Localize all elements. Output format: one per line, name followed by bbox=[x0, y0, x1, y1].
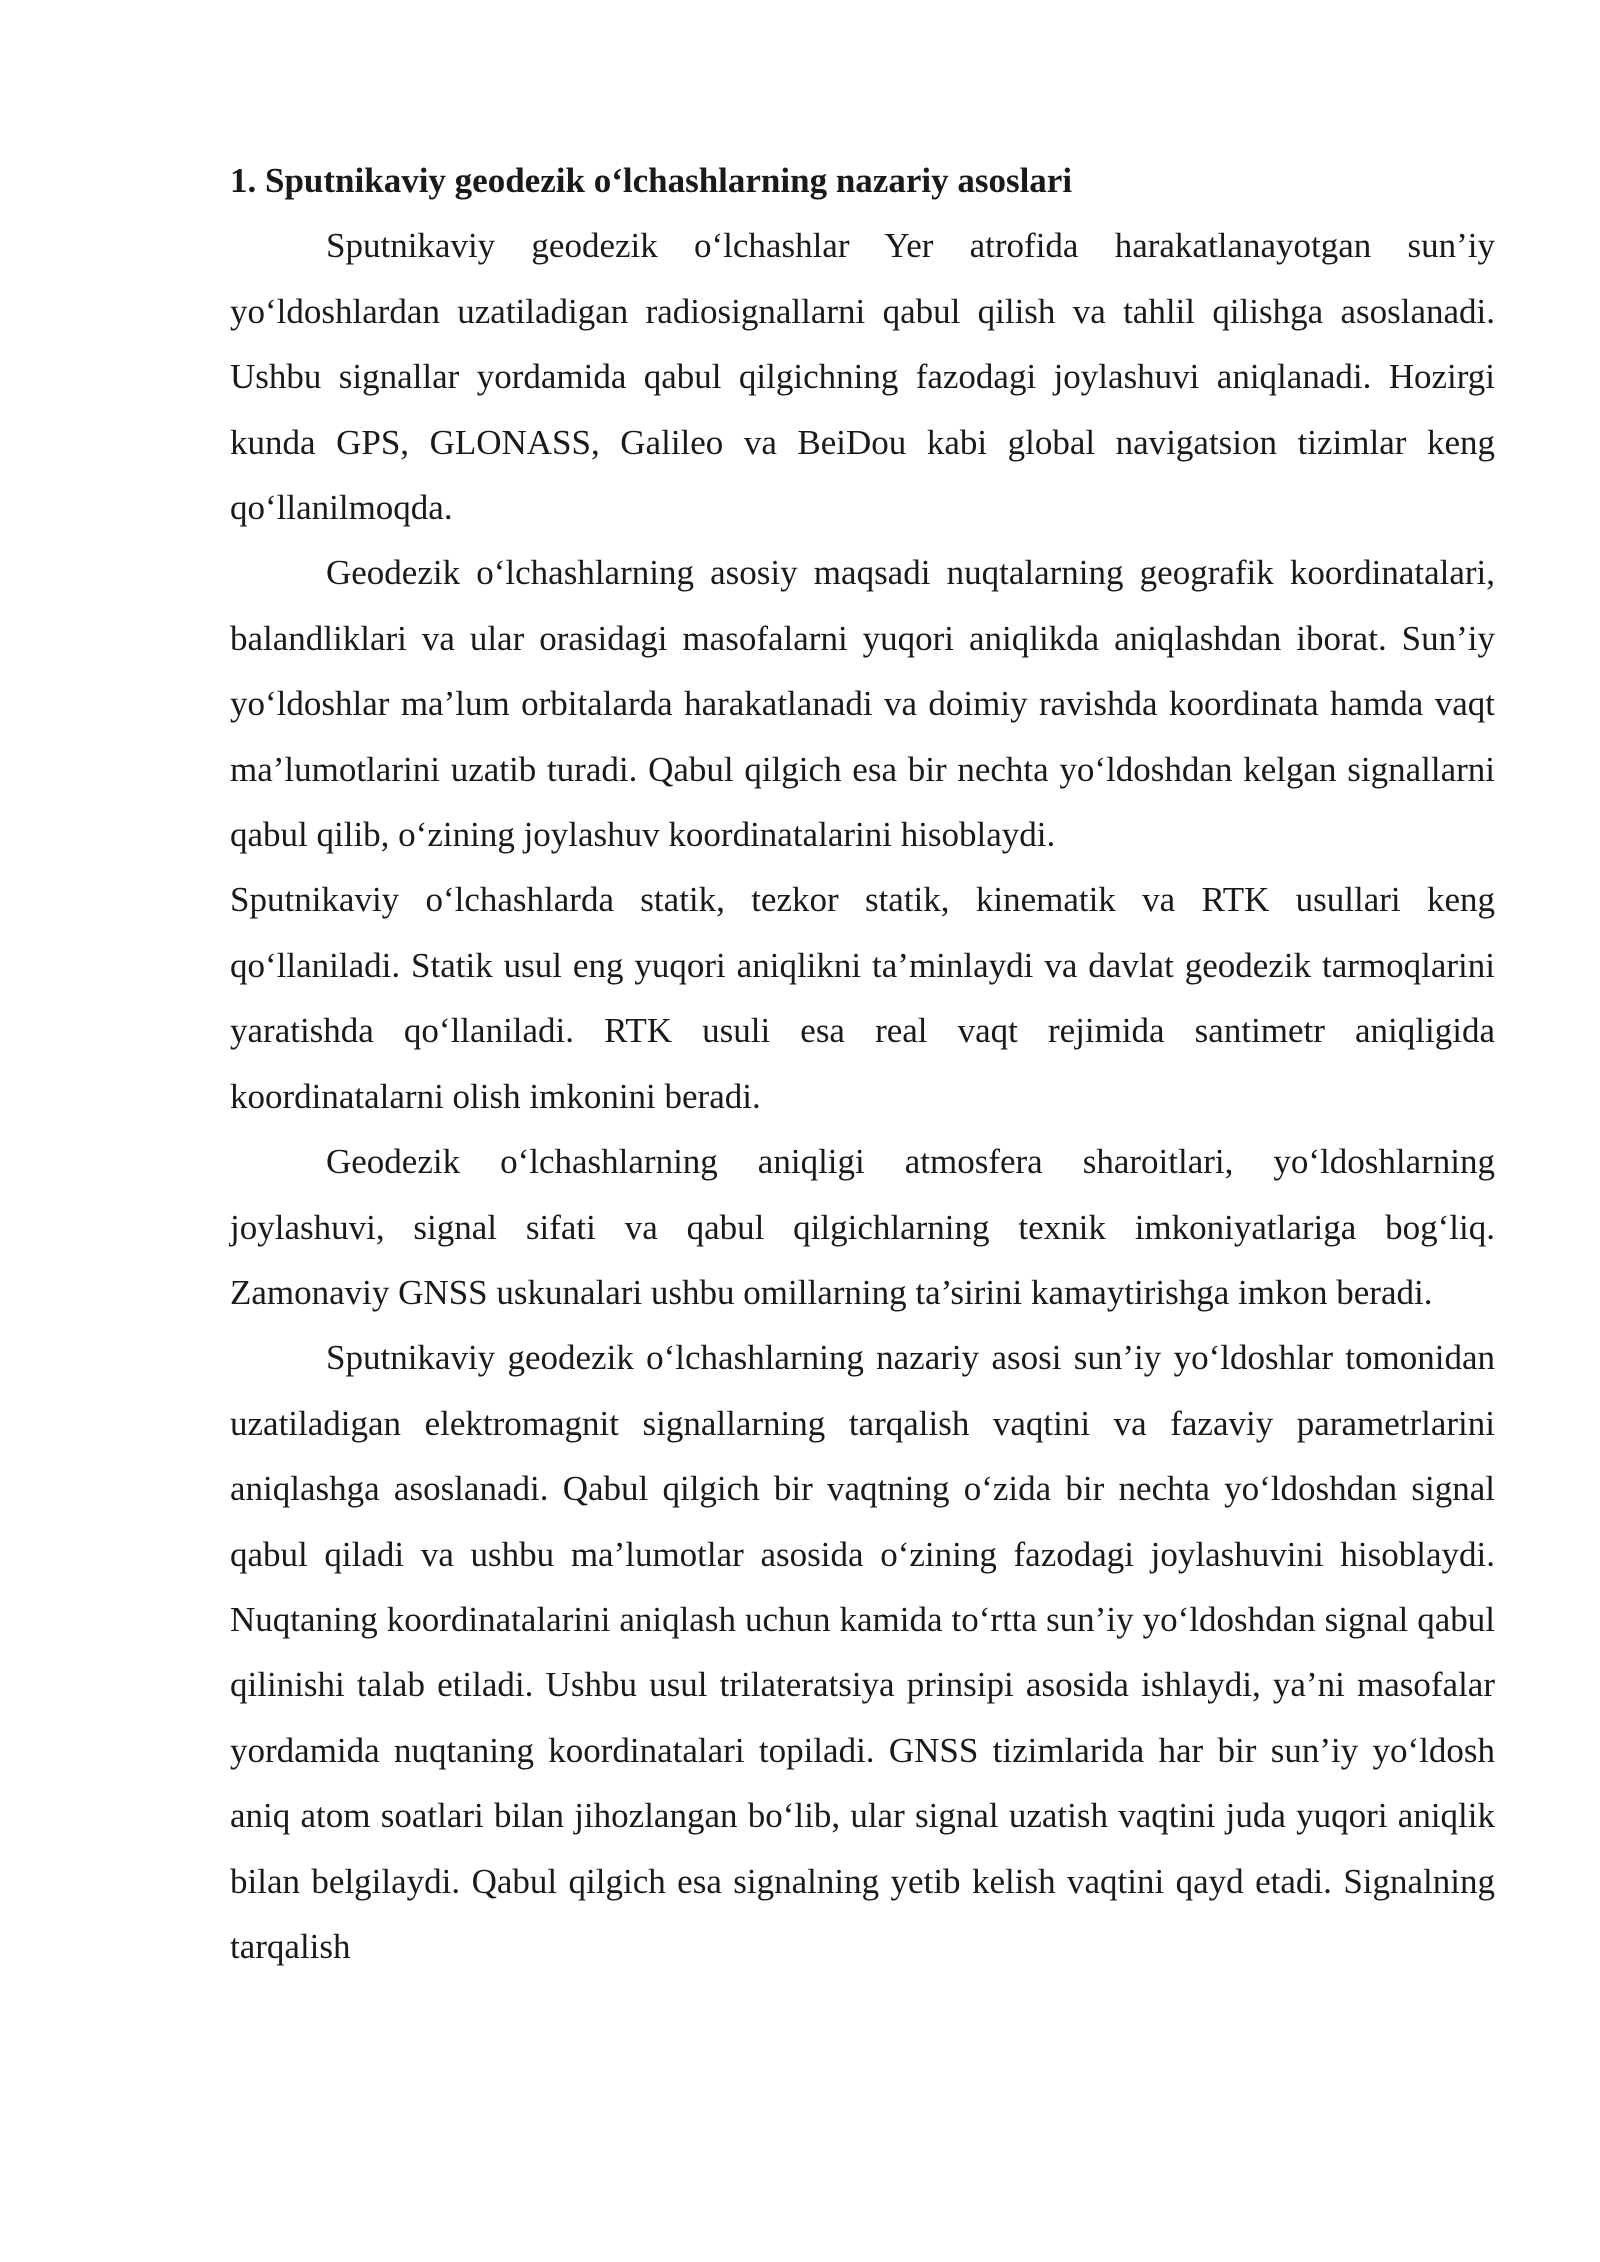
paragraph-4: Geodezik o‘lchashlarning aniqligi atmosfera sharoitlari, yo‘ldoshlarning joylashuvi, signal sifati va qabul qilgichlarning texnik imkoniyatlariga bog‘liq. Zamonaviy GNSS uskunalari ushbu omillarning ta’sirini kamaytirishga imkon beradi. bbox=[230, 1142, 1495, 1312]
section-heading: 1. Sputnikaviy geodezik o‘lchashlarning nazariy asoslari bbox=[230, 161, 1073, 200]
paragraph-3: Sputnikaviy o‘lchashlarda statik, tezkor statik, kinematik va RTK usullari keng qo‘llaniladi. Statik usul eng yuqori aniqlikni ta’minlaydi va davlat geodezik tarmoqlarini yaratishda qo‘llaniladi. RTK usuli esa real vaqt rejimida santimetr aniqligida koordinatalarni olish imkonini beradi. bbox=[230, 880, 1495, 1116]
paragraph-2: Geodezik o‘lchashlarning asosiy maqsadi nuqtalarning geografik koordinatalari, balandliklari va ular orasidagi masofalarni yuqori aniqlikda aniqlashdan iborat. Sun’iy yo‘ldoshlar ma’lum orbitalarda harakatlanadi va doimiy ravishda koordinata hamda vaqt ma’lumotlarini uzatib turadi. Qabul qilgich esa bir nechta yo‘ldoshdan kelgan signallarni qabul qilib, o‘zining joylashuv koordinatalarini hisoblaydi. bbox=[230, 553, 1495, 855]
paragraph-1: Sputnikaviy geodezik o‘lchashlar Yer atrofida harakatlanayotgan sun’iy yo‘ldoshlardan uzatiladigan radiosignallarni qabul qilish va tahlil qilishga asoslanadi. Ushbu signallar yordamida qabul qilgichning fazodagi joylashuvi aniqlanadi. Hozirgi kunda GPS, GLONASS, Galileo va BeiDou kabi global navigatsion tizimlar keng qo‘llanilmoqda. bbox=[230, 226, 1495, 528]
document-body bbox=[230, 148, 1495, 1979]
paragraph-5: Sputnikaviy geodezik o‘lchashlarning nazariy asosi sun’iy yo‘ldoshlar tomonidan uzatiladigan elektromagnit signallarning tarqalish vaqtini va fazaviy parametrlarini aniqlashga asoslanadi. Qabul qilgich bir vaqtning o‘zida bir nechta yo‘ldoshdan signal qabul qiladi va ushbu ma’lumotlar asosida o‘zining fazodagi joylashuvini hisoblaydi. Nuqtaning koordinatalarini aniqlash uchun kamida to‘rtta sun’iy yo‘ldoshdan signal qabul qilinishi talab etiladi. Ushbu usul trilateratsiya prinsipi asosida ishlaydi, ya’ni masofalar yordamida nuqtaning koordinatalari topiladi. GNSS tizimlarida har bir sun’iy yo‘ldosh aniq atom soatlari bilan jihozlangan bo‘lib, ular signal uzatish vaqtini juda yuqori aniqlik bilan belgilaydi. Qabul qilgich esa signalning yetib kelish vaqtini qayd etadi. Signalning tarqalish bbox=[230, 1338, 1495, 1966]
